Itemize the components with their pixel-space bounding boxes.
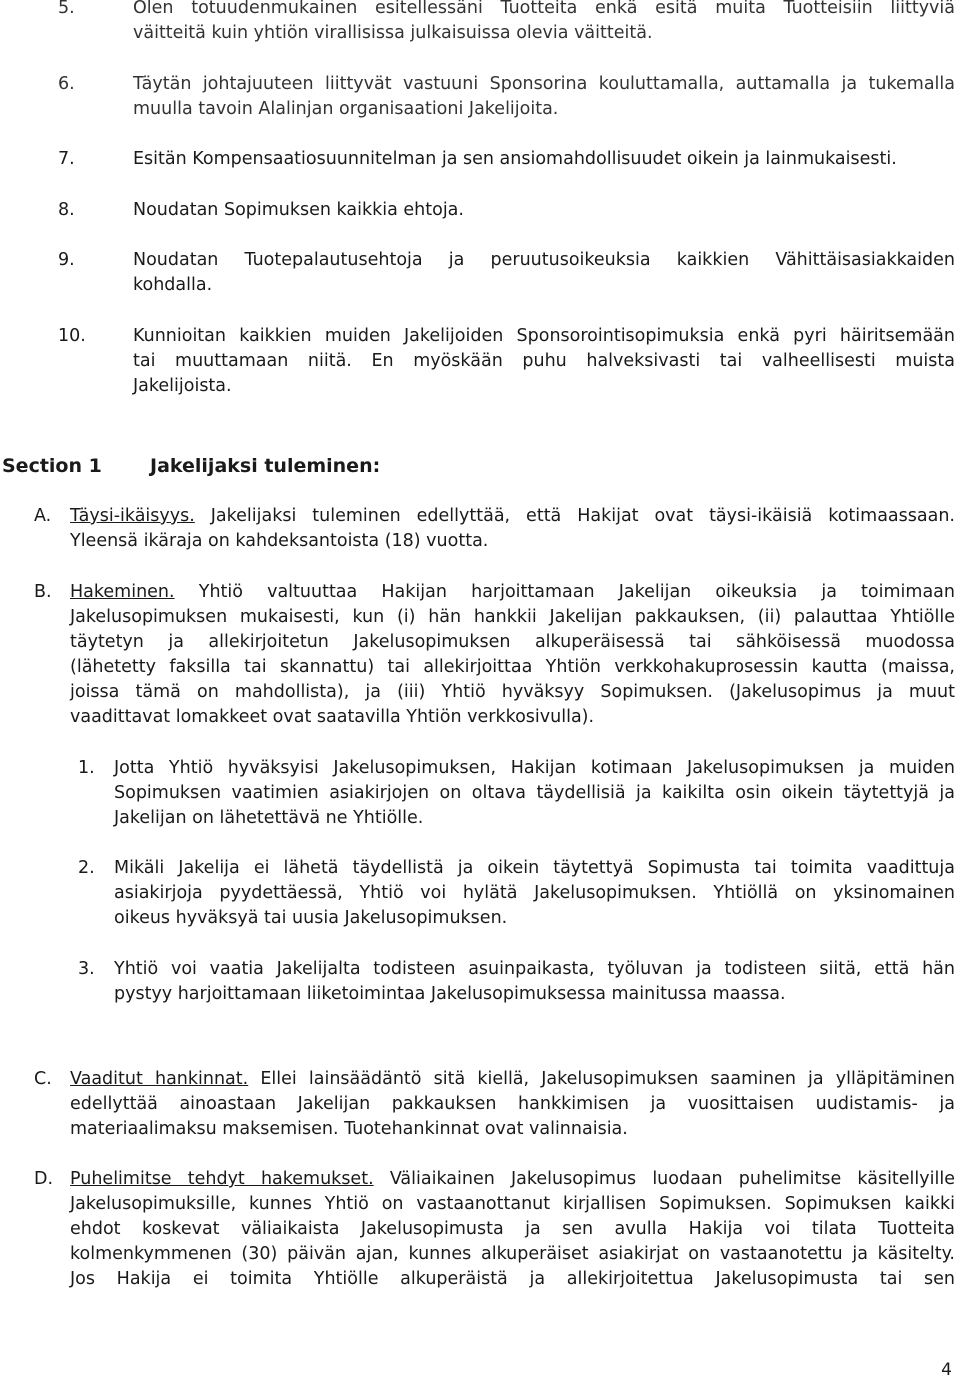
list-item-text: tai muuttamaan niitä. En myöskään puhu halveksivasti tai valheellisesti muista: [133, 351, 955, 371]
subitem-text: oikeus hyväksyä tai uusia Jakelusopimuksen.: [114, 908, 508, 928]
clause-title: Puhelimitse tehdyt hakemukset.: [70, 1169, 374, 1189]
subitem-text: pystyy harjoittamaan liiketoimintaa Jakelusopimuksessa mainitussa maassa.: [114, 984, 786, 1004]
list-number: 8.: [58, 200, 75, 220]
list-number: 10.: [58, 326, 86, 346]
clause-first-line: [70, 580, 955, 605]
list-item-text: Jakelijoista.: [133, 376, 232, 396]
clause-text: Jos Hakija ei toimita Yhtiölle alkuperäistä ja allekirjoitettua Jakelusopimusta tai sen: [70, 1269, 955, 1289]
clause-text: kolmenkymmenen (30) päivän ajan, kunnes alkuperäiset asiakirjat on vastaanotettu ja käsitelty.: [70, 1244, 955, 1264]
clause-text: ehdot koskevat väliaikaista Jakelusopimusta ja sen avulla Hakija voi tilata Tuotteita: [70, 1219, 955, 1239]
subitem-text: Yhtiö voi vaatia Jakelijalta todisteen asuinpaikasta, työluvan ja todisteen siitä, että hän: [114, 959, 955, 979]
subitem-number: 2.: [78, 858, 95, 878]
clause-text: Ellei lainsäädäntö sitä kiellä, Jakelusopimuksen saaminen ja ylläpitäminen: [260, 1069, 955, 1089]
clause-letter: D.: [34, 1169, 54, 1189]
clause-first-line: [70, 504, 955, 529]
clause-text: joissa tämä on mahdollista), ja (iii) Yhtiö hyväksyy Sopimuksen. (Jakelusopimus ja muut: [70, 682, 955, 702]
clause-text: täytetyn ja allekirjoitetun Jakelusopimuksen alkuperäisessä tai sähköisessä muodossa: [70, 632, 955, 652]
clause-title: Vaaditut hankinnat.: [70, 1069, 249, 1089]
clause-title: Hakeminen.: [70, 582, 175, 602]
list-number: 9.: [58, 250, 75, 270]
clause-text: Väliaikainen Jakelusopimus luodaan puhelimitse käsitellyille: [389, 1169, 955, 1189]
clause-title: Täysi-ikäisyys.: [70, 506, 195, 526]
list-item-text: Esitän Kompensaatiosuunnitelman ja sen ansiomahdollisuudet oikein ja lainmukaisesti.: [133, 149, 897, 169]
list-item-text: Olen totuudenmukainen esitellessäni Tuotteita enkä esitä muita Tuotteisiin liittyviä: [133, 0, 955, 18]
list-item-text: kohdalla.: [133, 275, 213, 295]
clause-text: Jakelusopimuksen mukaisesti, kun (i) hän hankkii Jakelijan pakkauksen, (ii) palauttaa Yhtiölle: [70, 607, 955, 627]
list-item-text: Kunnioitan kaikkien muiden Jakelijoiden Sponsorointisopimuksia enkä pyri häiritsemään: [133, 326, 955, 346]
list-item-text: muulla tavoin Alalinjan organisaationi Jakelijoita.: [133, 99, 559, 119]
clause-letter: C.: [34, 1069, 52, 1089]
clause-first-line: [70, 1067, 955, 1092]
subitem-text: Jakelijan on lähetettävä ne Yhtiölle.: [114, 808, 424, 828]
page-number: 4: [941, 1360, 952, 1380]
list-number: 5.: [58, 0, 75, 18]
list-item-text: Noudatan Tuotepalautusehtoja ja peruutusoikeuksia kaikkien Vähittäisasiakkaiden: [133, 250, 955, 270]
subitem-number: 3.: [78, 959, 95, 979]
subitem-number: 1.: [78, 758, 95, 778]
subitem-text: Mikäli Jakelija ei lähetä täydellistä ja oikein täytettyä Sopimusta tai toimita vaadittuja: [114, 858, 955, 878]
clause-text: Jakelusopimuksille, kunnes Yhtiö on vastaanottanut kirjallisen Sopimuksen. Sopimuksen kaikki: [70, 1194, 955, 1214]
clause-text: (lähetetty faksilla tai skannattu) tai allekirjoittaa Yhtiön verkkohakuprosessin kautta (maissa,: [70, 657, 955, 677]
section-label: Section 1: [2, 455, 102, 477]
subitem-text: Jotta Yhtiö hyväksyisi Jakelusopimuksen, Hakijan kotimaan Jakelusopimuksen ja muiden: [114, 758, 955, 778]
clause-text: materiaalimaksu maksemisen. Tuotehankinnat ovat valinnaisia.: [70, 1119, 628, 1139]
clause-text: Yleensä ikäraja on kahdeksantoista (18) vuotta.: [70, 531, 489, 551]
list-item-text: Täytän johtajuuteen liittyvät vastuuni Sponsorina kouluttamalla, auttamalla ja tukemalla: [133, 74, 955, 94]
section-title: Jakelijaksi tuleminen:: [150, 455, 381, 477]
clause-text: vaadittavat lomakkeet ovat saatavilla Yhtiön verkkosivulla).: [70, 707, 595, 727]
clause-text: edellyttää ainoastaan Jakelijan pakkauksen hankkimisen ja vuosittaisen uudistamis- ja: [70, 1094, 955, 1114]
clause-text: Yhtiö valtuuttaa Hakijan harjoittamaan Jakelijan oikeuksia ja toimimaan: [198, 582, 955, 602]
clause-text: Jakelijaksi tuleminen edellyttää, että Hakijat ovat täysi-ikäisiä kotimaassaan.: [210, 506, 955, 526]
clause-letter: A.: [34, 506, 52, 526]
list-item-text: väitteitä kuin yhtiön virallisissa julkaisuissa olevia väitteitä.: [133, 23, 653, 43]
subitem-text: Sopimuksen vaatimien asiakirjojen on oltava täydellisiä ja kaikilta osin oikein täytettyjä ja: [114, 783, 955, 803]
clause-first-line: [70, 1167, 955, 1192]
clause-letter: B.: [34, 582, 52, 602]
subitem-text: asiakirjoja pyydettäessä, Yhtiö voi hylätä Jakelusopimuksen. Yhtiöllä on yksinomainen: [114, 883, 955, 903]
list-item-text: Noudatan Sopimuksen kaikkia ehtoja.: [133, 200, 464, 220]
list-number: 7.: [58, 149, 75, 169]
list-number: 6.: [58, 74, 75, 94]
